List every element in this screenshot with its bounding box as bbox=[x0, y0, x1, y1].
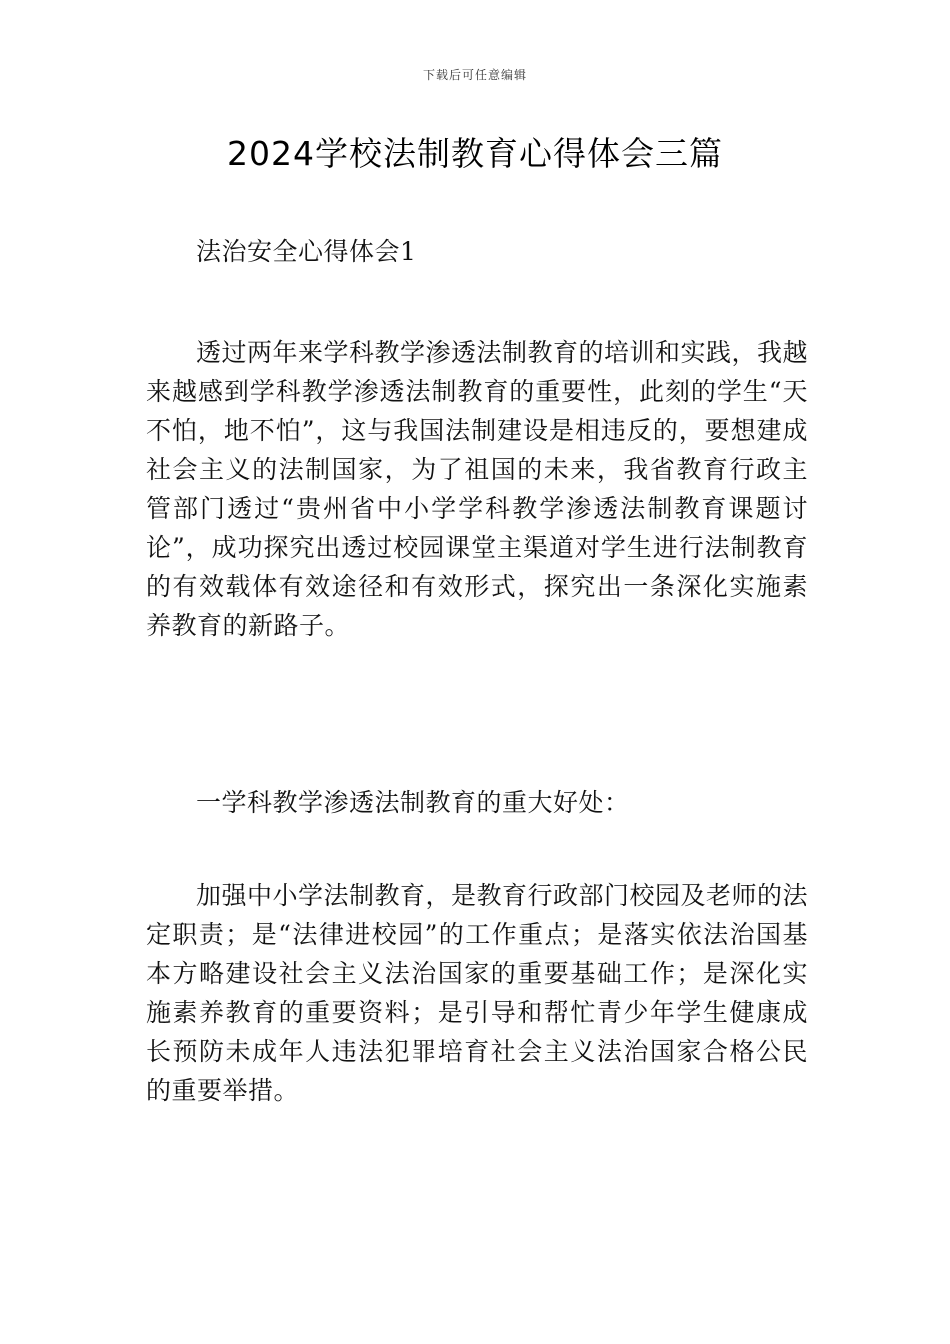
document-title: 2024学校法制教育心得体会三篇 bbox=[227, 134, 723, 173]
body-paragraph-2: 加强中小学法制教育，是教育行政部门校园及老师的法定职责；是“法律进校园”的工作重点；是落实依法治国基本方略建设社会主义法治国家的重要基础工作；是深化实施素养教育的重要资料；是引导和帮忙青少年学生健康成长预防未成年人违法犯罪培育社会主义法治国家合格公民的重要举措。 bbox=[146, 881, 809, 1105]
header-note: 下载后可任意编辑 bbox=[422, 68, 527, 82]
subheading-significance: 一学科教学渗透法制教育的重大好处： bbox=[196, 788, 630, 817]
body-paragraph-1: 透过两年来学科教学渗透法制教育的培训和实践，我越来越感到学科教学渗透法制教育的重要性，此刻的学生“天不怕，地不怕”，这与我国法制建设是相违反的，要想建成社会主义的法制国家，为了祖国的未来，我省教育行政主管部门透过“贵州省中小学学科教学渗透法制教育课题讨论”，成功探究出透过校园课堂主渠道对学生进行法制教育的有效载体有效途径和有效形式，探究出一条深化实施素养教育的新路子。 bbox=[146, 338, 809, 640]
subheading-safety-experience: 法治安全心得体会1 bbox=[196, 237, 417, 266]
